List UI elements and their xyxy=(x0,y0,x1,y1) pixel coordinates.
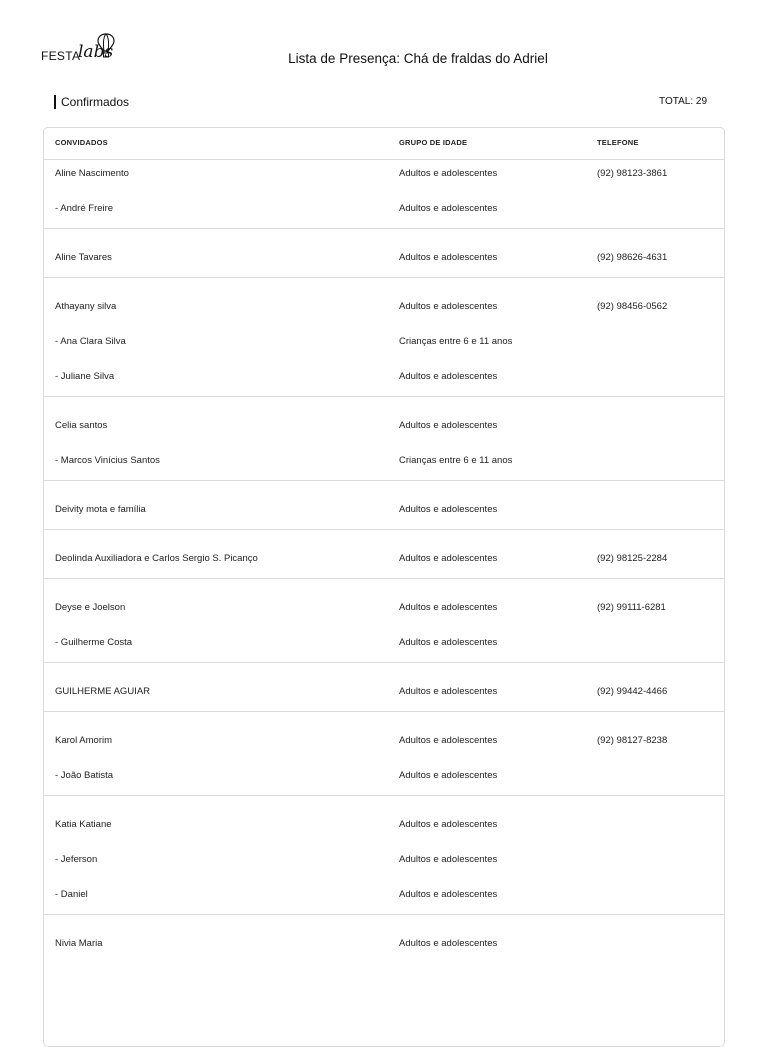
guest-name: Deivity mota e família xyxy=(55,504,146,515)
guest-age-group: Adultos e adolescentes xyxy=(399,203,498,214)
column-header-guests: CONVIDADOS xyxy=(55,138,108,147)
guest-name: - Marcos Vinícius Santos xyxy=(55,455,160,466)
guest-group xyxy=(44,480,724,530)
guest-name: GUILHERME AGUIAR xyxy=(55,686,151,697)
guest-name: - Ana Clara Silva xyxy=(55,336,126,347)
guest-age-group: Adultos e adolescentes xyxy=(399,602,498,613)
guest-age-group: Adultos e adolescentes xyxy=(399,854,498,865)
column-header-age-group: GRUPO DE IDADE xyxy=(399,138,468,147)
table-row xyxy=(44,854,724,870)
table-row xyxy=(44,504,724,520)
table-row xyxy=(44,336,724,352)
guest-age-group: Adultos e adolescentes xyxy=(399,938,498,949)
guest-phone: (92) 98127-8238 xyxy=(597,735,668,746)
guest-name: Aline Nascimento xyxy=(55,168,129,179)
guest-name: Deolinda Auxiliadora e Carlos Sergio S. Picanço xyxy=(55,553,258,564)
guest-name: Celia santos xyxy=(55,420,108,431)
guest-age-group: Adultos e adolescentes xyxy=(399,770,498,781)
guest-name: - João Batista xyxy=(55,770,114,781)
table-row xyxy=(44,637,724,653)
guest-group xyxy=(44,277,724,397)
guest-age-group: Adultos e adolescentes xyxy=(399,301,498,312)
guest-age-group: Crianças entre 6 e 11 anos xyxy=(399,455,513,466)
guest-group xyxy=(44,662,724,712)
column-header-phone: TELEFONE xyxy=(597,138,639,147)
guest-name: Deyse e Joelson xyxy=(55,602,126,613)
logo-script: labs xyxy=(78,42,114,62)
guest-group xyxy=(44,396,724,481)
guest-age-group: Adultos e adolescentes xyxy=(399,420,498,431)
table-row xyxy=(44,819,724,835)
guest-group xyxy=(44,529,724,579)
guest-phone: (92) 98626-4631 xyxy=(597,252,668,263)
guest-group xyxy=(44,578,724,663)
guest-phone: (92) 98123-3861 xyxy=(597,168,668,179)
guest-phone: (92) 99442-4466 xyxy=(597,686,668,697)
table-row xyxy=(44,420,724,436)
table-row xyxy=(44,735,724,751)
table-row xyxy=(44,889,724,905)
guest-table xyxy=(43,127,725,1047)
guest-group xyxy=(44,228,724,278)
guest-age-group: Adultos e adolescentes xyxy=(399,504,498,515)
guest-name: - Jeferson xyxy=(55,854,98,865)
table-row xyxy=(44,686,724,702)
guest-name: - Juliane Silva xyxy=(55,371,115,382)
table-row xyxy=(44,203,724,219)
guest-age-group: Adultos e adolescentes xyxy=(399,553,498,564)
table-row xyxy=(44,168,724,184)
guest-age-group: Adultos e adolescentes xyxy=(399,168,498,179)
table-row xyxy=(44,252,724,268)
guest-group xyxy=(44,711,724,796)
guest-name: - André Freire xyxy=(55,203,114,214)
logo-text: FESTA xyxy=(41,49,81,63)
guest-phone: (92) 99111-6281 xyxy=(597,602,666,613)
guest-name: - Guilherme Costa xyxy=(55,637,133,648)
guest-phone: (92) 98456-0562 xyxy=(597,301,668,312)
table-header xyxy=(44,128,724,160)
guest-age-group: Adultos e adolescentes xyxy=(399,637,498,648)
guest-phone: (92) 98125-2284 xyxy=(597,553,668,564)
guest-name: Aline Tavares xyxy=(55,252,112,263)
guest-age-group: Adultos e adolescentes xyxy=(399,735,498,746)
table-row xyxy=(44,770,724,786)
table-row xyxy=(44,553,724,569)
table-row xyxy=(44,371,724,387)
guest-name: Nivia Maria xyxy=(55,938,103,949)
guest-age-group: Crianças entre 6 e 11 anos xyxy=(399,336,513,347)
guest-name: Athayany silva xyxy=(55,301,117,312)
guest-name: - Daniel xyxy=(55,889,88,900)
guest-age-group: Adultos e adolescentes xyxy=(399,371,498,382)
table-row xyxy=(44,602,724,618)
total-count: TOTAL: 29 xyxy=(659,96,707,107)
table-row xyxy=(44,301,724,317)
guest-group xyxy=(44,159,724,229)
guest-age-group: Adultos e adolescentes xyxy=(399,252,498,263)
guest-group xyxy=(44,795,724,915)
section-title: Confirmados xyxy=(54,95,129,109)
page-title: Lista de Presença: Chá de fraldas do Adriel xyxy=(288,51,548,66)
guest-age-group: Adultos e adolescentes xyxy=(399,889,498,900)
table-row xyxy=(44,455,724,471)
guest-age-group: Adultos e adolescentes xyxy=(399,686,498,697)
table-row xyxy=(44,938,724,954)
guest-group xyxy=(44,914,724,963)
guest-name: Karol Amorim xyxy=(55,735,113,746)
guest-name: Katia Katiane xyxy=(55,819,112,830)
guest-age-group: Adultos e adolescentes xyxy=(399,819,498,830)
